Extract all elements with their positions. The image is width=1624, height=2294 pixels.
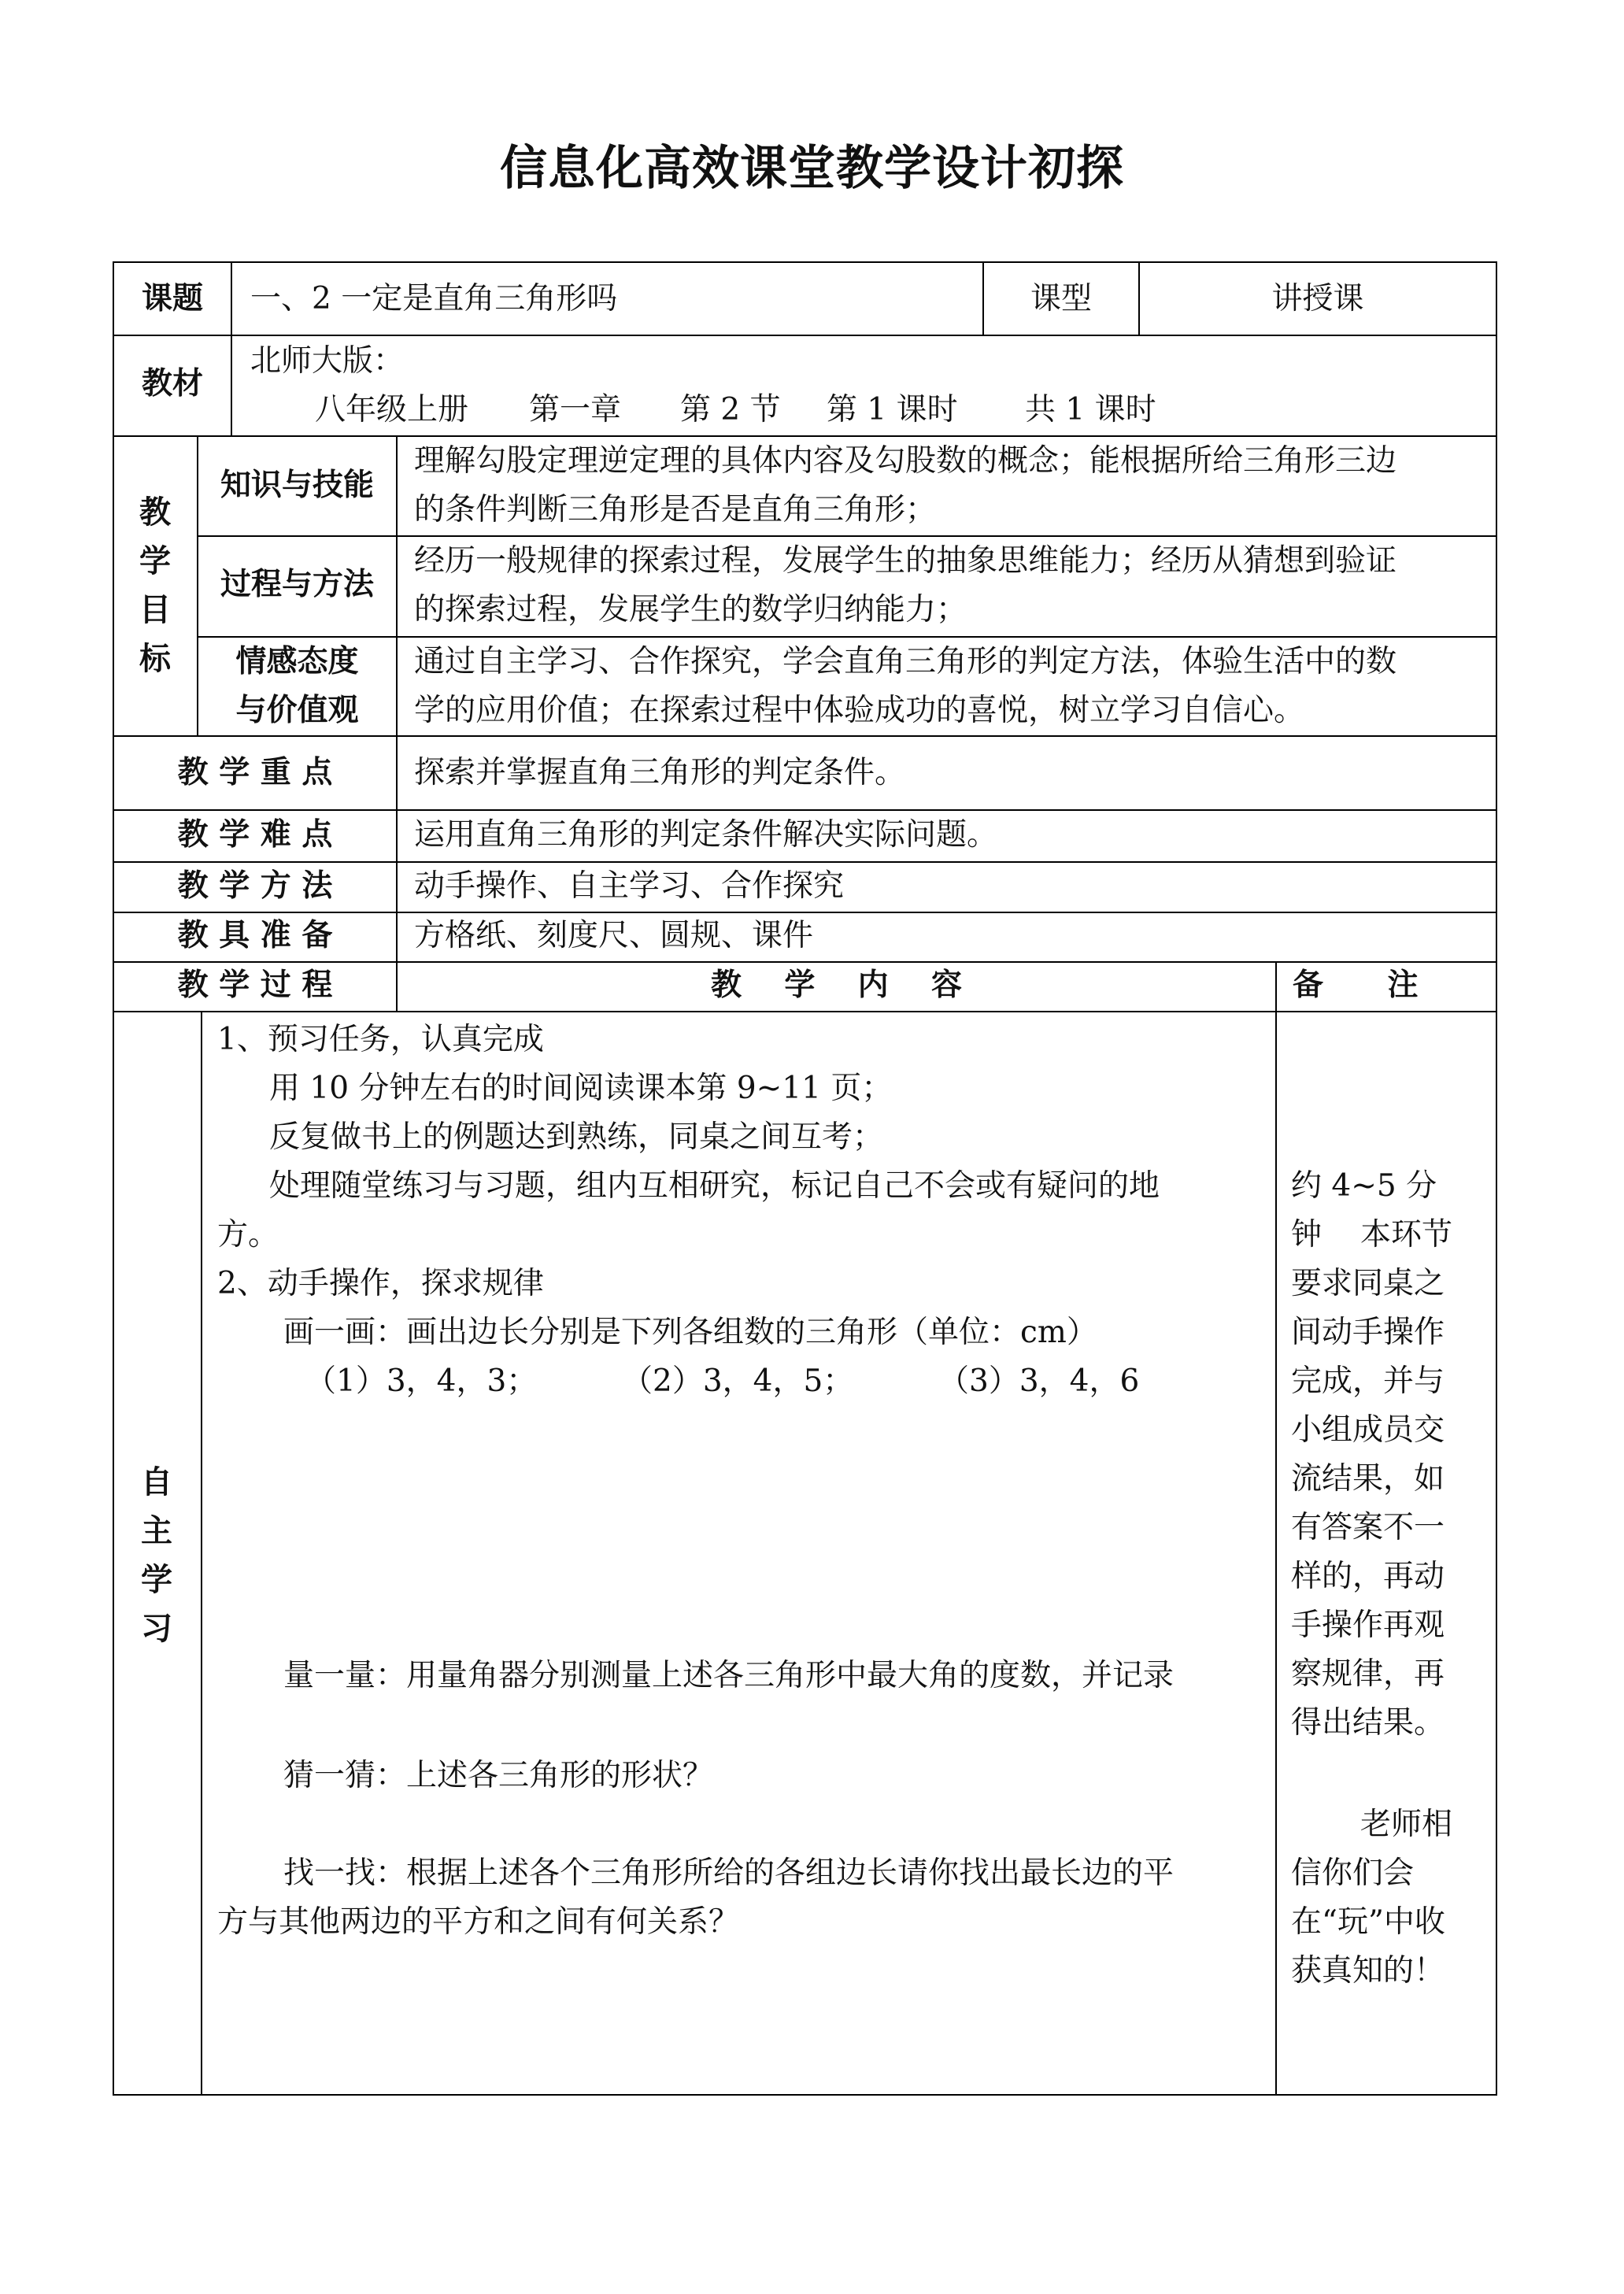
knowledge-line1: 理解勾股定理逆定理的具体内容及勾股数的概念；能根据所给三角形三边 [414,443,1397,479]
emotion-line2: 学的应用价值；在探索过程中体验成功的喜悦，树立学习自信心。 [414,693,1305,728]
key-point-label: 教 学 重 点 [177,755,333,790]
method-label: 教 学 方 法 [177,868,333,904]
difficulty-value: 运用直角三角形的判定条件解决实际问题。 [414,817,998,853]
textbook-grade: 八年级上册 [315,392,469,427]
topic-value: 一、2 一定是直角三角形吗 [250,281,618,316]
remark-teacher: 老师相信你们会在“玩”中收获真知的！ [1291,1807,1453,1989]
find-instruction-1: 找一找：根据上述各个三角形所给的各组边长请你找出最长边的平 [283,1856,1175,1891]
page-title: 信息化高效课堂教学设计初探 [500,141,1124,196]
group-1: （1）3，4，3； [305,1363,538,1399]
knowledge-line2: 的条件判断三角形是否是直角三角形； [414,492,937,527]
task-1-line-1: 用 10 分钟左右的时间阅读课本第 9~11 页； [269,1071,893,1106]
emotion-line1: 通过自主学习、合作探究，学会直角三角形的判定方法，体验生活中的数 [414,644,1397,679]
knowledge-label: 知识与技能 [220,468,374,503]
guess-instruction: 猜一猜：上述各三角形的形状？ [283,1758,714,1793]
content-header-label: 教 学 内 容 [711,968,962,1003]
textbook-total: 共 1 课时 [1025,392,1156,427]
self-study-label: 自主学习 [141,1464,172,1647]
emotion-label-1: 情感态度 [235,644,359,679]
process-line2: 的探索过程，发展学生的数学归纳能力； [414,592,967,627]
textbook-section: 第 2 节 [680,392,781,427]
tools-label: 教 具 准 备 [177,918,333,953]
measure-instruction: 量一量：用量角器分别测量上述各三角形中最大角的度数，并记录 [283,1658,1175,1693]
task-2-heading: 2、动手操作，探求规律 [217,1266,544,1301]
remark-header-label: 备 注 [1293,968,1419,1003]
find-instruction-2: 方与其他两边的平方和之间有何关系？ [217,1904,740,1940]
task-1-heading: 1、预习任务，认真完成 [217,1022,544,1057]
task-1-line-2: 反复做书上的例题达到熟练，同桌之间互考； [269,1119,884,1155]
objectives-label: 教学目标 [139,494,171,677]
textbook-label: 教材 [141,366,203,401]
type-label: 课型 [1030,281,1092,316]
emotion-label-2: 与价值观 [235,693,359,728]
process-line1: 经历一般规律的探索过程，发展学生的抽象思维能力；经历从猜想到验证 [414,543,1397,579]
textbook-lesson: 第 1 课时 [827,392,958,427]
textbook-publisher: 北师大版： [250,343,405,379]
process-header-label: 教 学 过 程 [177,968,333,1003]
type-value: 讲授课 [1271,281,1364,316]
group-2: （2）3，4，5； [622,1363,854,1399]
method-value: 动手操作、自主学习、合作探究 [414,868,845,904]
key-point-value: 探索并掌握直角三角形的判定条件。 [414,755,906,790]
remark-time: 约 4~5 分钟 [1291,1168,1437,1252]
task-1-line-3: 处理随堂练习与习题，组内互相研究，标记自己不会或有疑问的地 [269,1168,1160,1204]
process-label: 过程与方法 [220,567,374,602]
difficulty-label: 教 学 难 点 [177,817,333,853]
task-1-line-3-cont: 方。 [217,1217,279,1252]
tools-value: 方格纸、刻度尺、圆规、课件 [414,918,814,953]
textbook-chapter: 第一章 [529,392,622,427]
draw-instruction: 画一画：画出边长分别是下列各组数的三角形（单位：cm） [283,1315,1097,1350]
group-3: （3）3，4，6 [938,1363,1140,1399]
topic-label: 课题 [141,281,203,316]
remark-body: 本环节要求同桌之间动手操作完成，并与小组成员交流结果，如有答案不一样的，再动手操作再观察规律，再得出结果。 [1291,1217,1453,1741]
